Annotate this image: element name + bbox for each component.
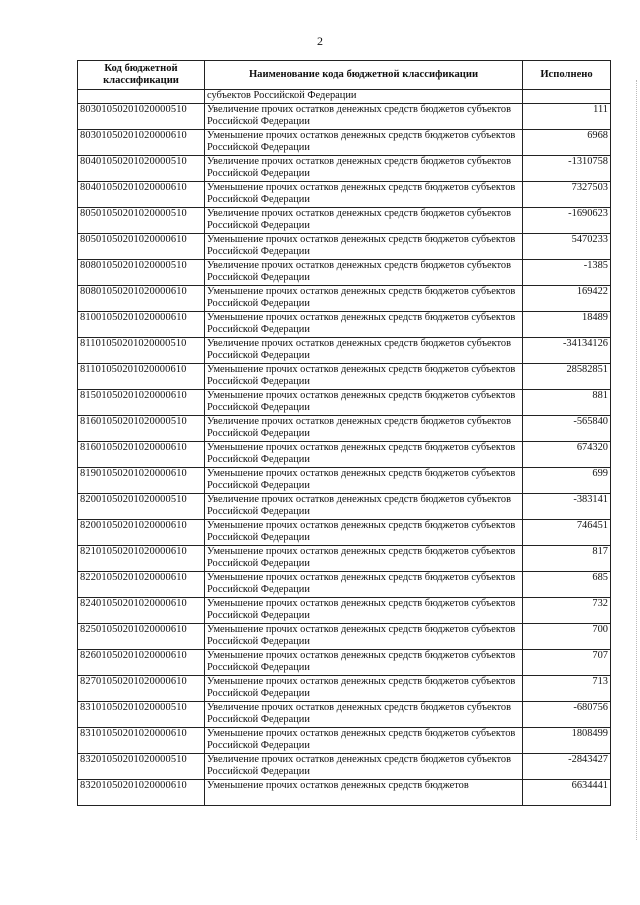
cell-amount: -1310758	[523, 155, 611, 181]
header-name: Наименование кода бюджетной классификации	[205, 61, 523, 90]
cell-amount: 6968	[523, 129, 611, 155]
cell-name: субъектов Российской Федерации	[205, 90, 523, 104]
cell-name: Уменьшение прочих остатков денежных средств бюджетов субъектов Российской Федерации	[205, 233, 523, 259]
cell-amount: 111	[523, 103, 611, 129]
cell-amount: 817	[523, 545, 611, 571]
cell-name: Уменьшение прочих остатков денежных средств бюджетов	[205, 779, 523, 805]
cell-amount: -565840	[523, 415, 611, 441]
cell-amount: 746451	[523, 519, 611, 545]
cell-code: 82601050201020000610	[78, 649, 205, 675]
header-code: Код бюджетной классификации	[78, 61, 205, 90]
table-row	[78, 233, 611, 259]
cell-name: Уменьшение прочих остатков денежных средств бюджетов субъектов Российской Федерации	[205, 649, 523, 675]
table-row	[78, 415, 611, 441]
cell-name: Уменьшение прочих остатков денежных средств бюджетов субъектов Российской Федерации	[205, 181, 523, 207]
cell-code	[78, 90, 205, 104]
table-row	[78, 675, 611, 701]
cell-code: 82501050201020000610	[78, 623, 205, 649]
table-row	[78, 753, 611, 779]
cell-name: Уменьшение прочих остатков денежных средств бюджетов субъектов Российской Федерации	[205, 623, 523, 649]
cell-name: Увеличение прочих остатков денежных средств бюджетов субъектов Российской Федерации	[205, 207, 523, 233]
table-row	[78, 181, 611, 207]
table-body	[78, 90, 611, 806]
cell-code: 80501050201020000510	[78, 207, 205, 233]
table-row	[78, 129, 611, 155]
table-row	[78, 571, 611, 597]
cell-name: Увеличение прочих остатков денежных средств бюджетов субъектов Российской Федерации	[205, 493, 523, 519]
cell-code: 80501050201020000610	[78, 233, 205, 259]
table-row	[78, 727, 611, 753]
cell-code: 83201050201020000510	[78, 753, 205, 779]
table-header-row	[78, 61, 611, 90]
table-row	[78, 467, 611, 493]
table-row	[78, 493, 611, 519]
cell-name: Уменьшение прочих остатков денежных средств бюджетов субъектов Российской Федерации	[205, 675, 523, 701]
cell-code: 82001050201020000610	[78, 519, 205, 545]
cell-name: Увеличение прочих остатков денежных средств бюджетов субъектов Российской Федерации	[205, 753, 523, 779]
cell-code: 80401050201020000510	[78, 155, 205, 181]
cell-name: Уменьшение прочих остатков денежных средств бюджетов субъектов Российской Федерации	[205, 389, 523, 415]
cell-name: Увеличение прочих остатков денежных средств бюджетов субъектов Российской Федерации	[205, 259, 523, 285]
cell-amount: 5470233	[523, 233, 611, 259]
cell-amount: -680756	[523, 701, 611, 727]
cell-name: Уменьшение прочих остатков денежных средств бюджетов субъектов Российской Федерации	[205, 519, 523, 545]
cell-amount: 732	[523, 597, 611, 623]
table-row	[78, 649, 611, 675]
cell-code: 82701050201020000610	[78, 675, 205, 701]
cell-code: 81101050201020000610	[78, 363, 205, 389]
table-row	[78, 259, 611, 285]
cell-name: Увеличение прочих остатков денежных средств бюджетов субъектов Российской Федерации	[205, 701, 523, 727]
cell-code: 83101050201020000610	[78, 727, 205, 753]
cell-code: 82101050201020000610	[78, 545, 205, 571]
cell-amount: 700	[523, 623, 611, 649]
cell-code: 80801050201020000610	[78, 285, 205, 311]
cell-amount: 685	[523, 571, 611, 597]
cell-code: 81601050201020000610	[78, 441, 205, 467]
cell-amount: 28582851	[523, 363, 611, 389]
table-row	[78, 207, 611, 233]
table-row	[78, 285, 611, 311]
table-row	[78, 389, 611, 415]
cell-name: Увеличение прочих остатков денежных средств бюджетов субъектов Российской Федерации	[205, 155, 523, 181]
cell-amount: 169422	[523, 285, 611, 311]
cell-code: 81101050201020000510	[78, 337, 205, 363]
cell-code: 81001050201020000610	[78, 311, 205, 337]
table-row-continuation	[78, 90, 611, 104]
cell-code: 81601050201020000510	[78, 415, 205, 441]
cell-amount: 6634441	[523, 779, 611, 805]
cell-code: 80301050201020000510	[78, 103, 205, 129]
cell-name: Уменьшение прочих остатков денежных средств бюджетов субъектов Российской Федерации	[205, 571, 523, 597]
cell-name: Увеличение прочих остатков денежных средств бюджетов субъектов Российской Федерации	[205, 103, 523, 129]
table-row	[78, 545, 611, 571]
page-number: 2	[317, 34, 323, 48]
cell-code: 80401050201020000610	[78, 181, 205, 207]
cell-name: Уменьшение прочих остатков денежных средств бюджетов субъектов Российской Федерации	[205, 545, 523, 571]
table-row	[78, 155, 611, 181]
cell-amount: -1385	[523, 259, 611, 285]
cell-code: 81501050201020000610	[78, 389, 205, 415]
cell-amount: -2843427	[523, 753, 611, 779]
header-amount: Исполнено	[523, 61, 611, 90]
budget-table	[77, 60, 611, 806]
table-row	[78, 363, 611, 389]
cell-code: 80301050201020000610	[78, 129, 205, 155]
cell-code: 82201050201020000610	[78, 571, 205, 597]
cell-amount: -34134126	[523, 337, 611, 363]
table-row	[78, 337, 611, 363]
cell-code: 83201050201020000610	[78, 779, 205, 805]
table-row	[78, 701, 611, 727]
cell-name: Уменьшение прочих остатков денежных средств бюджетов субъектов Российской Федерации	[205, 285, 523, 311]
cell-amount: 7327503	[523, 181, 611, 207]
table-row	[78, 311, 611, 337]
cell-name: Уменьшение прочих остатков денежных средств бюджетов субъектов Российской Федерации	[205, 467, 523, 493]
cell-amount: 707	[523, 649, 611, 675]
table-row	[78, 441, 611, 467]
cell-name: Увеличение прочих остатков денежных средств бюджетов субъектов Российской Федерации	[205, 337, 523, 363]
cell-amount: 713	[523, 675, 611, 701]
table-row	[78, 597, 611, 623]
cell-name: Уменьшение прочих остатков денежных средств бюджетов субъектов Российской Федерации	[205, 129, 523, 155]
table-row	[78, 519, 611, 545]
cell-amount: -383141	[523, 493, 611, 519]
cell-code: 83101050201020000510	[78, 701, 205, 727]
cell-amount: 881	[523, 389, 611, 415]
cell-amount: 18489	[523, 311, 611, 337]
cell-amount: 699	[523, 467, 611, 493]
cell-code: 80801050201020000510	[78, 259, 205, 285]
cell-amount: 674320	[523, 441, 611, 467]
cell-name: Уменьшение прочих остатков денежных средств бюджетов субъектов Российской Федерации	[205, 363, 523, 389]
cell-name: Увеличение прочих остатков денежных средств бюджетов субъектов Российской Федерации	[205, 415, 523, 441]
cell-amount: 1808499	[523, 727, 611, 753]
table-row	[78, 623, 611, 649]
cell-code: 82001050201020000510	[78, 493, 205, 519]
cell-amount	[523, 90, 611, 104]
cell-amount: -1690623	[523, 207, 611, 233]
cell-name: Уменьшение прочих остатков денежных средств бюджетов субъектов Российской Федерации	[205, 727, 523, 753]
cell-name: Уменьшение прочих остатков денежных средств бюджетов субъектов Российской Федерации	[205, 311, 523, 337]
cell-code: 81901050201020000610	[78, 467, 205, 493]
cell-name: Уменьшение прочих остатков денежных средств бюджетов субъектов Российской Федерации	[205, 441, 523, 467]
scan-edge-mark	[635, 80, 637, 840]
table-row	[78, 779, 611, 805]
cell-code: 82401050201020000610	[78, 597, 205, 623]
cell-name: Уменьшение прочих остатков денежных средств бюджетов субъектов Российской Федерации	[205, 597, 523, 623]
table-row	[78, 103, 611, 129]
